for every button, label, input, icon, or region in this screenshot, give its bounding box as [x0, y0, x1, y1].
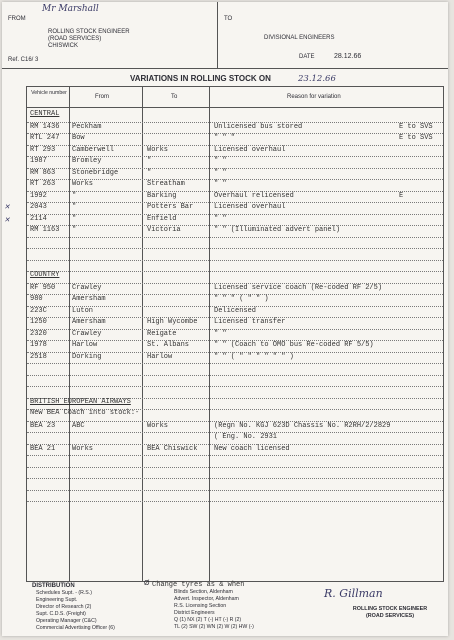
date-label: DATE	[299, 54, 315, 60]
title-date: 23.12.66	[298, 74, 336, 84]
reason-cell: " " " ( " " )	[214, 295, 269, 303]
from-depot-cell: "	[72, 214, 77, 223]
vehicle-number-cell: RT 263	[30, 180, 56, 188]
reason-cell: Unlicensed bus stored	[214, 122, 303, 131]
row-rule	[27, 375, 443, 376]
vehicle-number-cell: 223C	[30, 306, 47, 315]
to-recipient: DIVISIONAL ENGINEERS	[264, 35, 335, 41]
vehicle-number-cell: RT 293	[30, 145, 56, 154]
row-rule	[27, 363, 443, 364]
distribution-item: Director of Research (2)	[36, 604, 92, 610]
from-depot-cell: "	[72, 226, 77, 234]
distribution-item: Supt. C.D.S. (Freight)	[36, 611, 86, 617]
from-label: FROM	[8, 16, 26, 22]
row-rule	[27, 467, 443, 468]
margin-tick-mark: ✕	[4, 216, 10, 224]
distribution-title: DISTRIBUTION	[32, 583, 75, 589]
reason-cell: " " (Illuminated advert panel)	[214, 226, 341, 234]
null-symbol: Ø	[144, 580, 150, 587]
to-depot-cell: Reigate	[147, 329, 177, 338]
margin-tick-mark: ✕	[4, 203, 10, 211]
from-depot-cell: Works	[72, 444, 94, 453]
column-header-rule	[27, 107, 443, 108]
row-rule	[27, 490, 443, 491]
distribution-item: Commercial Advertising Officer (6)	[36, 625, 115, 631]
distribution-item: Blinds Section, Aldenham	[174, 589, 233, 595]
distribution-item: Advert. Inspector, Aldenham	[174, 596, 239, 602]
reference-cell: E to SVS	[399, 122, 433, 131]
vehicle-number-cell: RM 1436	[30, 122, 60, 131]
to-depot-cell: Works	[147, 421, 169, 430]
to-depot-cell: Enfield	[147, 214, 177, 223]
section-heading: CENTRAL	[30, 110, 60, 118]
from-depot-cell: Bromley	[72, 157, 102, 165]
distribution-item: TL (2) SW (2) WN (2) W (2) HW (-)	[174, 624, 254, 630]
vehicle-number-cell: BEA 21	[30, 444, 56, 453]
vehicle-number-cell: 2320	[30, 329, 47, 338]
to-depot-cell: Harlow	[147, 352, 173, 361]
vehicle-number-cell: RM 863	[30, 168, 56, 177]
from-depot-cell: ABC	[72, 421, 85, 430]
to-depot-cell: High Wycombe	[147, 318, 198, 326]
vehicle-number-cell: RTL 247	[30, 134, 60, 142]
reason-cell: " "	[214, 329, 227, 338]
distribution-item: District Engineers	[174, 610, 215, 616]
from-line-1: ROLLING STOCK ENGINEER	[48, 29, 130, 35]
row-rule	[27, 271, 443, 272]
reason-cell: New coach licensed	[214, 444, 290, 453]
from-depot-cell: Harlow	[72, 341, 98, 349]
reason-cell: Licensed service coach (Re-coded RF 2/5)	[214, 283, 383, 292]
vehicle-number-cell: RF 950	[30, 283, 56, 292]
section-heading: COUNTRY	[30, 271, 60, 279]
row-rule	[27, 237, 443, 238]
to-depot-cell: Potters Bar	[147, 203, 194, 211]
to-depot-cell: "	[147, 168, 152, 177]
from-depot-cell: Stonebridge	[72, 168, 119, 177]
from-depot-cell: Amersham	[72, 318, 106, 326]
reason-cell: Licensed overhaul	[214, 203, 286, 211]
distribution-item: Engineering Supt.	[36, 597, 78, 603]
distribution-item: Q (1) NX (2) T (-) HT (-) R (2)	[174, 617, 242, 623]
reason-cell: (Regn No. KGJ 623D Chassis No. R2RH/2/2829	[214, 421, 391, 430]
header-divider	[217, 2, 218, 68]
row-rule	[27, 214, 443, 215]
vehicle-number-cell: BEA 23	[30, 421, 56, 430]
reason-cell: Licensed transfer	[214, 318, 286, 326]
from-depot-cell: Dorking	[72, 352, 102, 361]
row-rule	[27, 260, 443, 261]
reason-cell: " "	[214, 214, 227, 223]
vehicle-number-cell: 1992	[30, 191, 47, 200]
distribution-item: Operating Manager (C&C)	[36, 618, 97, 624]
column-divider-to	[209, 87, 210, 581]
signature: R. Gillman	[324, 587, 383, 600]
vehicle-number-cell: 2114	[30, 214, 47, 223]
to-depot-cell: Barking	[147, 191, 177, 200]
page-title: VARIATIONS IN ROLLING STOCK ON	[130, 74, 271, 83]
from-depot-cell: Peckham	[72, 122, 102, 131]
signoff-line-2: (ROAD SERVICES)	[365, 613, 415, 619]
reason-cell: Overhaul relicensed	[214, 191, 294, 200]
vehicle-number-cell: 1250	[30, 318, 47, 326]
vehicle-number-cell: 1978	[30, 341, 47, 349]
section-note: New BEA Coach into stock:-	[30, 409, 140, 417]
reason-cell: Delicensed	[214, 306, 257, 315]
vehicle-number-cell: 2043	[30, 203, 47, 211]
reason-cell: " " "	[214, 134, 236, 142]
to-depot-cell: St. Albans	[147, 341, 190, 349]
column-header-reason: Reason for variation	[287, 94, 341, 100]
reference-cell: E to SVS	[399, 134, 433, 142]
from-line-3: CHISWICK	[48, 43, 78, 49]
row-rule	[27, 386, 443, 387]
reference-number: Ref. C16/ 3	[8, 57, 39, 63]
row-rule	[27, 501, 443, 502]
signoff-line-1: ROLLING STOCK ENGINEER	[352, 606, 428, 612]
header-bottom-rule	[2, 68, 448, 69]
row-rule	[27, 478, 443, 479]
to-depot-cell: Streatham	[147, 180, 185, 188]
to-depot-cell: BEA Chiswick	[147, 444, 198, 453]
column-header-from: From	[95, 94, 109, 100]
vehicle-number-cell: 2518	[30, 352, 47, 361]
vehicle-number-cell: 1987	[30, 157, 47, 165]
memo-form	[2, 2, 448, 636]
from-line-2: (ROAD SERVICES)	[48, 36, 102, 42]
distribution-item: R.S. Licensing Section	[174, 603, 227, 609]
reason-cell: ( Eng. No. 2931	[214, 433, 278, 441]
reference-cell: E	[399, 191, 404, 200]
from-depot-cell: Works	[72, 180, 94, 188]
date-value: 28.12.66	[334, 53, 362, 60]
reason-cell: " "	[214, 157, 227, 165]
column-header-vehicle: Vehicle number	[31, 90, 67, 96]
vehicle-number-cell: 980	[30, 295, 43, 303]
from-handwritten: Mr Marshall	[42, 4, 99, 14]
distribution-item: Schedules Supt. - (R.S.)	[36, 590, 92, 596]
from-depot-cell: "	[72, 203, 77, 211]
from-depot-cell: Camberwell	[72, 145, 115, 154]
to-depot-cell: Works	[147, 145, 169, 154]
reason-cell: Licensed overhaul	[214, 145, 286, 154]
reason-cell: " " ( " " " " " " )	[214, 352, 294, 361]
reason-cell: " "	[214, 168, 227, 177]
column-divider-from	[142, 87, 143, 581]
reason-cell: " "	[214, 180, 227, 188]
from-depot-cell: Amersham	[72, 295, 106, 303]
row-rule	[27, 248, 443, 249]
from-depot-cell: Crawley	[72, 329, 102, 338]
row-rule	[27, 455, 443, 456]
to-depot-cell: Victoria	[147, 226, 181, 234]
section-heading: BRITISH EUROPEAN AIRWAYS	[30, 397, 131, 406]
from-depot-cell: Luton	[72, 306, 94, 315]
variations-table	[26, 86, 444, 582]
to-label: TO	[224, 16, 233, 22]
reason-cell: " " (Coach to OMO bus Re-coded RF 5/5)	[214, 341, 374, 349]
from-depot-cell: Bow	[72, 134, 85, 142]
column-divider-vehicle	[69, 87, 70, 581]
vehicle-number-cell: RM 1163	[30, 226, 60, 234]
distribution-note: Change tyres as & when	[152, 581, 245, 589]
column-header-to: To	[171, 94, 178, 100]
to-depot-cell: "	[147, 157, 152, 165]
from-depot-cell: "	[72, 191, 77, 200]
from-depot-cell: Crawley	[72, 283, 102, 292]
